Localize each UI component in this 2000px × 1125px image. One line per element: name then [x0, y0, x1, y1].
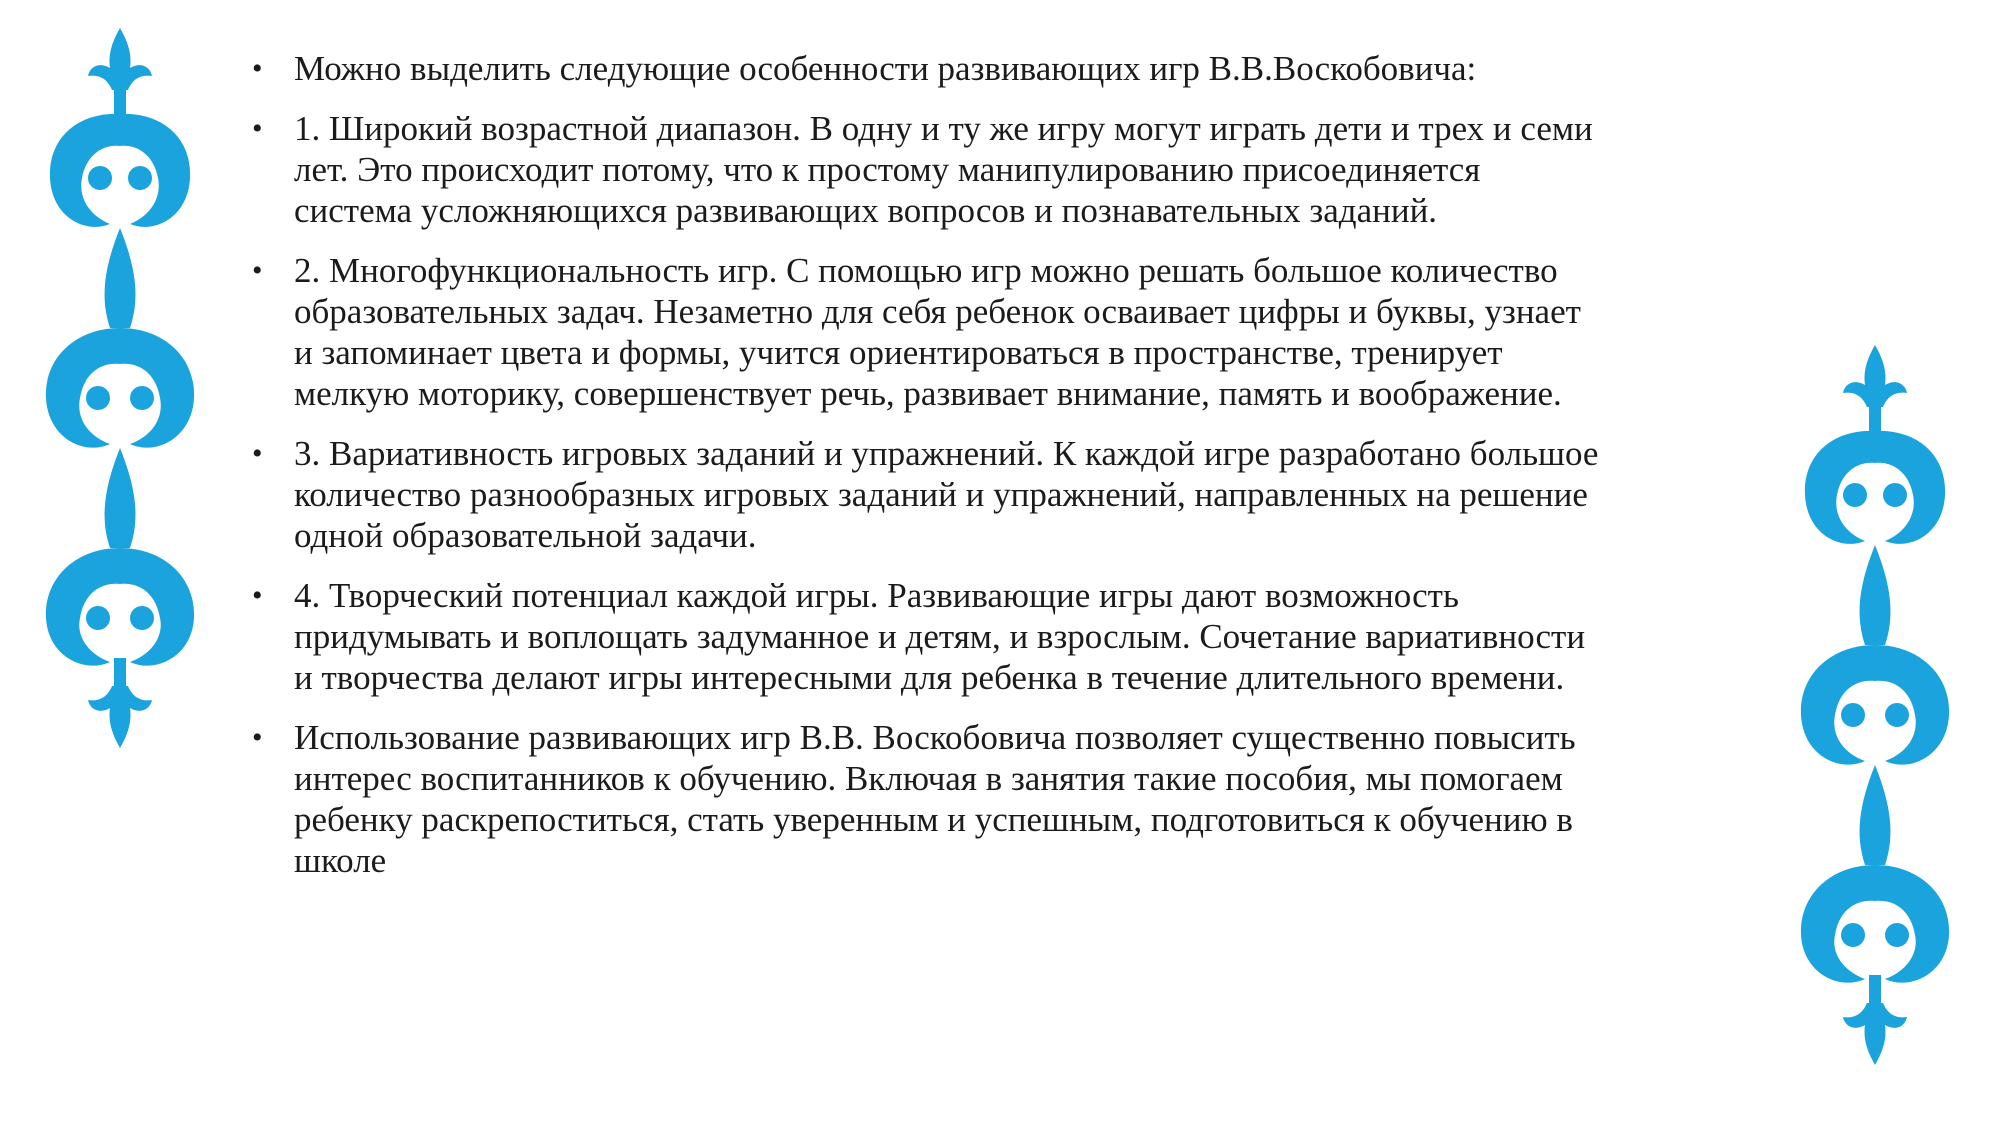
bullet-dot-icon: •: [252, 437, 263, 470]
bullet-multifunctional: [250, 250, 1600, 414]
right-ornament-icon: [1793, 345, 1957, 1065]
slide-content: [250, 48, 1600, 900]
bullet-intro: [250, 48, 1600, 89]
bullet-dot-icon: •: [252, 52, 263, 85]
bullet-list: [250, 48, 1600, 881]
left-ornament-icon: [38, 28, 202, 748]
bullet-dot-icon: •: [252, 579, 263, 612]
bullet-text: 2. Многофункциональность игр. С помощью игр можно решать большое количество образовательных задач. Незаметно для себя ребенок осваивает цифры и буквы, узнает и запоминает цвета и формы, учится ориентироваться в пространстве, тренирует мелкую моторику, совершенствует речь, развивает внимание, память и воображение.: [294, 251, 1581, 413]
bullet-dot-icon: •: [252, 112, 263, 145]
bullet-dot-icon: •: [252, 254, 263, 287]
bullet-text: Использование развивающих игр В.В. Воскобовича позволяет существенно повысить интерес воспитанников к обучению. Включая в занятия такие пособия, мы помогаем ребенку раскрепоститься, стать уверенным и успешным, подготовиться к обучению в школе: [294, 718, 1576, 880]
bullet-age-range: [250, 108, 1600, 231]
bullet-conclusion: [250, 717, 1600, 881]
bullet-text: 1. Широкий возрастной диапазон. В одну и ту же игру могут играть дети и трех и семи лет. Это происходит потому, что к простому манипулированию присоединяется система усложняющихся развивающих вопросов и познавательных заданий.: [294, 109, 1593, 230]
bullet-text: 3. Вариативность игровых заданий и упражнений. К каждой игре разработано большое количество разнообразных игровых заданий и упражнений, направленных на решение одной образовательной задачи.: [294, 434, 1599, 555]
bullet-text: 4. Творческий потенциал каждой игры. Развивающие игры дают возможность придумывать и воплощать задуманное и детям, и взрослым. Сочетание вариативности и творчества делают игры интересными для ребенка в течение длительного времени.: [294, 576, 1586, 697]
bullet-text: Можно выделить следующие особенности развивающих игр В.В.Воскобовича:: [294, 49, 1477, 88]
bullet-dot-icon: •: [252, 721, 263, 754]
bullet-variability: [250, 433, 1600, 556]
bullet-creative-potential: [250, 575, 1600, 698]
